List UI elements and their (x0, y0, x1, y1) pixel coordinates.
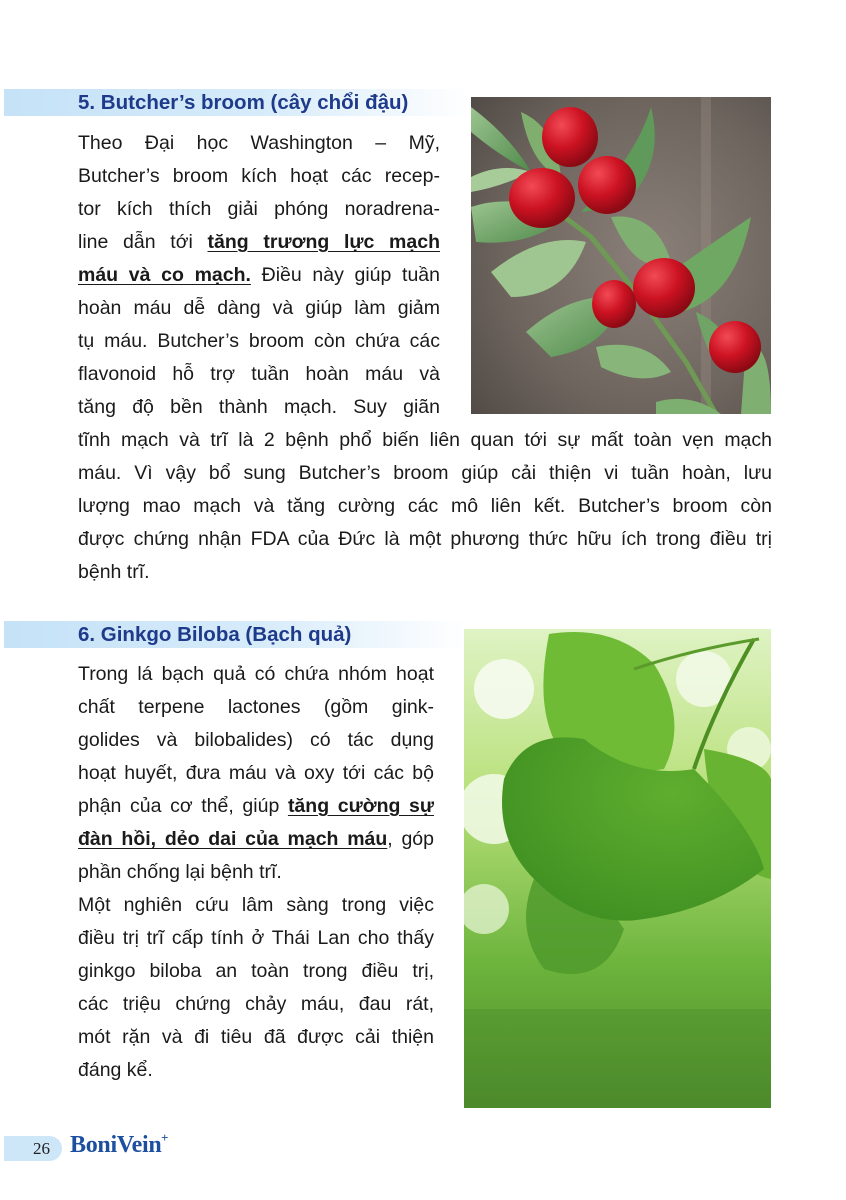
text-line: ginkgo biloba an toàn trong điều trị, (78, 960, 434, 982)
emphasized-text: tăng cường sự (287, 795, 434, 817)
text-line (78, 790, 434, 823)
text-line: hoàn máu dễ dàng và giúp làm giảm (78, 297, 440, 319)
text-line: tăng độ bền thành mạch. Suy giãn (78, 396, 440, 418)
text-line: máu. Vì vậy bổ sung Butcher’s broom giúp cải thiện vi tuần hoàn, lưu (78, 462, 772, 484)
text-line (78, 226, 440, 259)
section-6-body (78, 658, 434, 1087)
ginkgo-biloba-photo (464, 629, 771, 1108)
brand-logo-plus: + (161, 1130, 169, 1145)
text-line: tor kích thích giải phóng noradrena- (78, 198, 440, 220)
text-line (78, 259, 440, 292)
berry (709, 321, 761, 373)
emphasized-text: tăng trương lực mạch (207, 231, 440, 253)
emphasized-text: đàn hồi, dẻo dai của mạch máu (78, 828, 388, 850)
text-line: flavonoid hỗ trợ tuần hoàn máu và (78, 363, 440, 385)
berry (578, 156, 636, 214)
berry (542, 107, 598, 167)
text-line (78, 823, 434, 856)
text-line: bệnh trĩ. (78, 561, 150, 583)
butchers-broom-photo (471, 97, 771, 414)
text-line: mót rặn và đi tiêu đã được cải thiện (78, 1026, 434, 1048)
text-run: line dẫn tới (78, 231, 208, 253)
text-line: được chứng nhận FDA của Đức là một phương thức hữu ích trong điều trị (78, 528, 772, 550)
text-run: Điều này giúp tuần (250, 264, 440, 286)
brand-logo: BoniVein (70, 1132, 162, 1158)
text-run: phận của cơ thể, giúp (78, 795, 288, 817)
ginkgo-biloba-image (464, 629, 771, 1108)
text-line: tĩnh mạch và trĩ là 2 bệnh phổ biến liên quan tới sự mất toàn vẹn mạch (78, 429, 772, 451)
berry (509, 168, 575, 228)
section-6-title: 6. Ginkgo Biloba (Bạch quả) (78, 623, 352, 646)
section-5-body (78, 127, 440, 424)
text-line: phần chống lại bệnh trĩ. (78, 861, 282, 883)
text-line: golides và bilobalides) có tác dụng (78, 729, 434, 751)
text-line: đáng kể. (78, 1059, 153, 1081)
text-line: Theo Đại học Washington – Mỹ, (78, 132, 440, 154)
text-run: , góp (387, 828, 434, 850)
text-line: tụ máu. Butcher’s broom còn chứa các (78, 330, 440, 352)
text-line: điều trị trĩ cấp tính ở Thái Lan cho thấy (78, 927, 434, 949)
berry (633, 258, 695, 318)
text-line: các triệu chứng chảy máu, đau rát, (78, 993, 434, 1015)
emphasized-text: máu và co mạch. (78, 264, 251, 286)
section-5-body-continued (78, 424, 772, 589)
text-line: Trong lá bạch quả có chứa nhóm hoạt (78, 663, 434, 685)
text-line: hoạt huyết, đưa máu và oxy tới các bộ (78, 762, 434, 784)
butchers-broom-image (471, 97, 771, 414)
text-line: Butcher’s broom kích hoạt các recep- (78, 165, 440, 187)
section-5-title: 5. Butcher’s broom (cây chổi đậu) (78, 91, 409, 114)
page-number: 26 (33, 1139, 50, 1158)
berry (592, 280, 636, 328)
text-line: chất terpene lactones (gồm gink- (78, 696, 434, 718)
text-line: Một nghiên cứu lâm sàng trong việc (78, 894, 434, 916)
text-line: lượng mao mạch và tăng cường các mô liên kết. Butcher’s broom còn (78, 495, 772, 517)
